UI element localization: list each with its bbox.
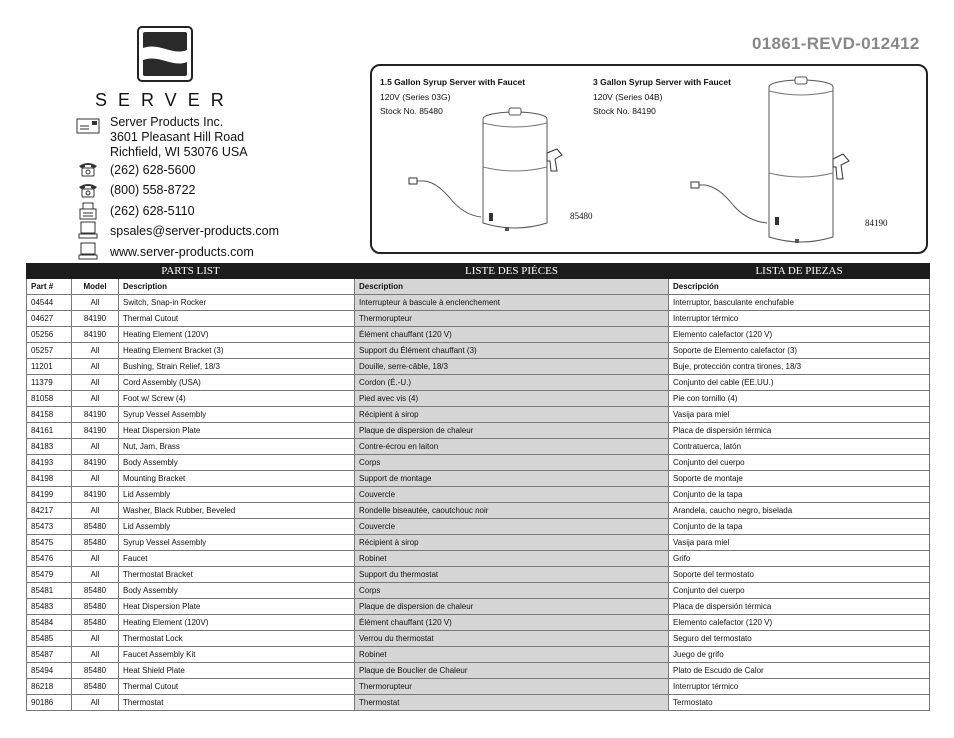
part-number-cell: 85494: [27, 663, 72, 679]
model-cell: All: [72, 343, 119, 359]
column-header-part: Part #: [27, 279, 72, 295]
column-header-model: Model: [72, 279, 119, 295]
table-row: [27, 359, 930, 375]
part-number-cell: 04627: [27, 311, 72, 327]
table-row: [27, 503, 930, 519]
model-cell: All: [72, 439, 119, 455]
part-number-cell: 84183: [27, 439, 72, 455]
section-header-english: PARTS LIST: [27, 264, 355, 279]
part-number-cell: 85479: [27, 567, 72, 583]
description-es-cell: Seguro del termostato: [669, 631, 930, 647]
description-en-cell: Heating Element (120V): [119, 327, 355, 343]
part-number-cell: 85483: [27, 599, 72, 615]
part-number-cell: 85484: [27, 615, 72, 631]
model-cell: All: [72, 567, 119, 583]
description-fr-cell: Couvercle: [355, 487, 669, 503]
description-en-cell: Heat Shield Plate: [119, 663, 355, 679]
part-number-cell: 84217: [27, 503, 72, 519]
description-fr-cell: Thermostat: [355, 695, 669, 711]
description-es-cell: Pie con tornillo (4): [669, 391, 930, 407]
table-row: [27, 519, 930, 535]
product-stock-large: Stock No. 84190: [593, 106, 656, 116]
description-fr-cell: Contre-écrou en laiton: [355, 439, 669, 455]
description-fr-cell: Corps: [355, 583, 669, 599]
fax-number: (262) 628-5110: [110, 204, 195, 218]
description-es-cell: Plato de Escudo de Calor: [669, 663, 930, 679]
description-en-cell: Body Assembly: [119, 583, 355, 599]
model-cell: 84190: [72, 487, 119, 503]
table-row: [27, 551, 930, 567]
description-fr-cell: Plaque de dispersion de chaleur: [355, 599, 669, 615]
description-en-cell: Cord Assembly (USA): [119, 375, 355, 391]
description-fr-cell: Corps: [355, 455, 669, 471]
description-fr-cell: Élément chauffant (120 V): [355, 615, 669, 631]
model-cell: All: [72, 503, 119, 519]
description-en-cell: Thermostat: [119, 695, 355, 711]
table-row: [27, 615, 930, 631]
phone-icon: [76, 160, 100, 178]
section-header-french: LISTE DES PIÉCES: [355, 264, 669, 279]
description-fr-cell: Cordon (É.-U.): [355, 375, 669, 391]
description-en-cell: Heating Element (120V): [119, 615, 355, 631]
model-cell: All: [72, 391, 119, 407]
description-es-cell: Conjunto del cable (EE.UU.): [669, 375, 930, 391]
phone-number-tollfree: (800) 558-8722: [110, 183, 196, 197]
computer-icon: [76, 221, 100, 239]
description-en-cell: Washer, Black Rubber, Beveled: [119, 503, 355, 519]
model-cell: All: [72, 631, 119, 647]
description-en-cell: Thermostat Bracket: [119, 567, 355, 583]
table-row: [27, 663, 930, 679]
model-cell: All: [72, 295, 119, 311]
table-row: [27, 439, 930, 455]
part-number-cell: 85487: [27, 647, 72, 663]
description-fr-cell: Rondelle biseautée, caoutchouc noir: [355, 503, 669, 519]
table-row: [27, 455, 930, 471]
parts-table: [26, 263, 930, 711]
table-row: [27, 567, 930, 583]
phone-number-main: (262) 628-5600: [110, 163, 196, 177]
description-en-cell: Heat Dispersion Plate: [119, 599, 355, 615]
model-cell: 85480: [72, 599, 119, 615]
model-cell: All: [72, 551, 119, 567]
description-es-cell: Soporte de montaje: [669, 471, 930, 487]
description-fr-cell: Thermorupteur: [355, 679, 669, 695]
description-en-cell: Heat Dispersion Plate: [119, 423, 355, 439]
description-fr-cell: Thermorupteur: [355, 311, 669, 327]
table-row: [27, 599, 930, 615]
table-row: [27, 487, 930, 503]
model-cell: 85480: [72, 583, 119, 599]
description-en-cell: Syrup Vessel Assembly: [119, 407, 355, 423]
description-en-cell: Nut, Jam, Brass: [119, 439, 355, 455]
syrup-server-large-illustration: [685, 75, 860, 250]
description-en-cell: Mounting Bracket: [119, 471, 355, 487]
description-es-cell: Interruptor térmico: [669, 311, 930, 327]
description-es-cell: Soporte del termostato: [669, 567, 930, 583]
part-number-cell: 86218: [27, 679, 72, 695]
phone-icon: [76, 181, 100, 199]
document-number: 01861-REVD-012412: [752, 34, 920, 53]
section-header-spanish: LISTA DE PIEZAS: [669, 264, 930, 279]
description-es-cell: Termostato: [669, 695, 930, 711]
part-number-cell: 04544: [27, 295, 72, 311]
description-es-cell: Interruptor, basculante enchufable: [669, 295, 930, 311]
table-row: [27, 695, 930, 711]
description-fr-cell: Pied avec vis (4): [355, 391, 669, 407]
description-en-cell: Faucet: [119, 551, 355, 567]
description-es-cell: Vasija para miel: [669, 407, 930, 423]
column-header-description-es: Descripción: [669, 279, 930, 295]
description-fr-cell: Récipient à sirop: [355, 535, 669, 551]
table-row: [27, 375, 930, 391]
description-es-cell: Interruptor térmico: [669, 679, 930, 695]
model-cell: 85480: [72, 535, 119, 551]
figure-label-large: 84190: [865, 218, 888, 228]
description-es-cell: Elemento calefactor (120 V): [669, 327, 930, 343]
column-header-description-en: Description: [119, 279, 355, 295]
model-cell: 85480: [72, 663, 119, 679]
computer-icon: [76, 242, 100, 260]
table-row: [27, 471, 930, 487]
model-cell: All: [72, 375, 119, 391]
description-en-cell: Body Assembly: [119, 455, 355, 471]
description-fr-cell: Couvercle: [355, 519, 669, 535]
part-number-cell: 05256: [27, 327, 72, 343]
table-row: [27, 407, 930, 423]
company-address-line2: Richfield, WI 53076 USA: [110, 145, 248, 159]
description-es-cell: Contratuerca, latón: [669, 439, 930, 455]
email-address[interactable]: spsales@server-products.com: [110, 224, 279, 238]
description-fr-cell: Verrou du thermostat: [355, 631, 669, 647]
mail-icon: [76, 117, 100, 135]
fax-icon: [76, 202, 100, 220]
part-number-cell: 85485: [27, 631, 72, 647]
part-number-cell: 85476: [27, 551, 72, 567]
description-fr-cell: Interrupteur à bascule à enclenchement: [355, 295, 669, 311]
table-row: [27, 311, 930, 327]
part-number-cell: 85481: [27, 583, 72, 599]
product-stock-small: Stock No. 85480: [380, 106, 443, 116]
model-cell: 84190: [72, 327, 119, 343]
description-es-cell: Soporte de Elemento calefactor (3): [669, 343, 930, 359]
description-es-cell: Arandela, caucho negro, biselada: [669, 503, 930, 519]
server-logo: [137, 26, 193, 82]
part-number-cell: 85475: [27, 535, 72, 551]
description-en-cell: Bushing, Strain Relief, 18/3: [119, 359, 355, 375]
part-number-cell: 85473: [27, 519, 72, 535]
part-number-cell: 84193: [27, 455, 72, 471]
figure-label-small: 85480: [570, 211, 593, 221]
part-number-cell: 84199: [27, 487, 72, 503]
part-number-cell: 11201: [27, 359, 72, 375]
description-en-cell: Switch, Snap-in Rocker: [119, 295, 355, 311]
description-en-cell: Thermal Cutout: [119, 679, 355, 695]
model-cell: All: [72, 647, 119, 663]
description-es-cell: Placa de dispersión térmica: [669, 423, 930, 439]
table-row: [27, 391, 930, 407]
company-name: Server Products Inc.: [110, 115, 224, 129]
model-cell: 84190: [72, 311, 119, 327]
brand-wordmark: SERVER: [95, 90, 235, 110]
table-row: [27, 343, 930, 359]
website-link[interactable]: www.server-products.com: [110, 245, 254, 259]
description-es-cell: Juego de grifo: [669, 647, 930, 663]
description-en-cell: Lid Assembly: [119, 519, 355, 535]
table-row: [27, 647, 930, 663]
model-cell: 84190: [72, 407, 119, 423]
description-fr-cell: Robinet: [355, 647, 669, 663]
description-en-cell: Lid Assembly: [119, 487, 355, 503]
table-row: [27, 583, 930, 599]
product-title-small: 1.5 Gallon Syrup Server with Faucet: [380, 77, 526, 87]
description-en-cell: Thermal Cutout: [119, 311, 355, 327]
description-fr-cell: Support de montage: [355, 471, 669, 487]
table-row: [27, 535, 930, 551]
description-es-cell: Conjunto de la tapa: [669, 519, 930, 535]
description-fr-cell: Robinet: [355, 551, 669, 567]
model-cell: 84190: [72, 423, 119, 439]
model-cell: All: [72, 695, 119, 711]
part-number-cell: 84158: [27, 407, 72, 423]
description-es-cell: Conjunto del cuerpo: [669, 583, 930, 599]
part-number-cell: 84198: [27, 471, 72, 487]
part-number-cell: 81058: [27, 391, 72, 407]
model-cell: 84190: [72, 455, 119, 471]
table-row: [27, 679, 930, 695]
description-fr-cell: Plaque de Bouclier de Chaleur: [355, 663, 669, 679]
product-title-large: 3 Gallon Syrup Server with Faucet: [593, 77, 731, 87]
model-cell: All: [72, 359, 119, 375]
table-row: [27, 327, 930, 343]
description-en-cell: Heating Element Bracket (3): [119, 343, 355, 359]
part-number-cell: 90186: [27, 695, 72, 711]
description-es-cell: Conjunto de la tapa: [669, 487, 930, 503]
description-es-cell: Placa de dispersión térmica: [669, 599, 930, 615]
model-cell: 85480: [72, 519, 119, 535]
table-row: [27, 423, 930, 439]
description-fr-cell: Élément chauffant (120 V): [355, 327, 669, 343]
description-en-cell: Foot w/ Screw (4): [119, 391, 355, 407]
description-es-cell: Conjunto del cuerpo: [669, 455, 930, 471]
description-es-cell: Buje, protección contra tirones, 18/3: [669, 359, 930, 375]
description-fr-cell: Plaque de dispersion de chaleur: [355, 423, 669, 439]
product-series-large: 120V (Series 04B): [593, 92, 663, 102]
product-series-small: 120V (Series 03G): [380, 92, 451, 102]
description-es-cell: Elemento calefactor (120 V): [669, 615, 930, 631]
description-es-cell: Vasija para miel: [669, 535, 930, 551]
column-header-description-fr: Description: [355, 279, 669, 295]
company-address-line1: 3601 Pleasant Hill Road: [110, 130, 245, 144]
description-fr-cell: Douille, serre-câble, 18/3: [355, 359, 669, 375]
part-number-cell: 05257: [27, 343, 72, 359]
description-es-cell: Grifo: [669, 551, 930, 567]
description-en-cell: Faucet Assembly Kit: [119, 647, 355, 663]
syrup-server-small-illustration: [405, 105, 575, 245]
table-row: [27, 295, 930, 311]
parts-table-body: [27, 295, 930, 711]
table-row: [27, 631, 930, 647]
description-en-cell: Syrup Vessel Assembly: [119, 535, 355, 551]
model-cell: 85480: [72, 615, 119, 631]
description-fr-cell: Récipient à sirop: [355, 407, 669, 423]
description-en-cell: Thermostat Lock: [119, 631, 355, 647]
part-number-cell: 84161: [27, 423, 72, 439]
description-fr-cell: Support du Élément chauffant (3): [355, 343, 669, 359]
model-cell: All: [72, 471, 119, 487]
model-cell: 85480: [72, 679, 119, 695]
description-fr-cell: Support du thermostat: [355, 567, 669, 583]
part-number-cell: 11379: [27, 375, 72, 391]
